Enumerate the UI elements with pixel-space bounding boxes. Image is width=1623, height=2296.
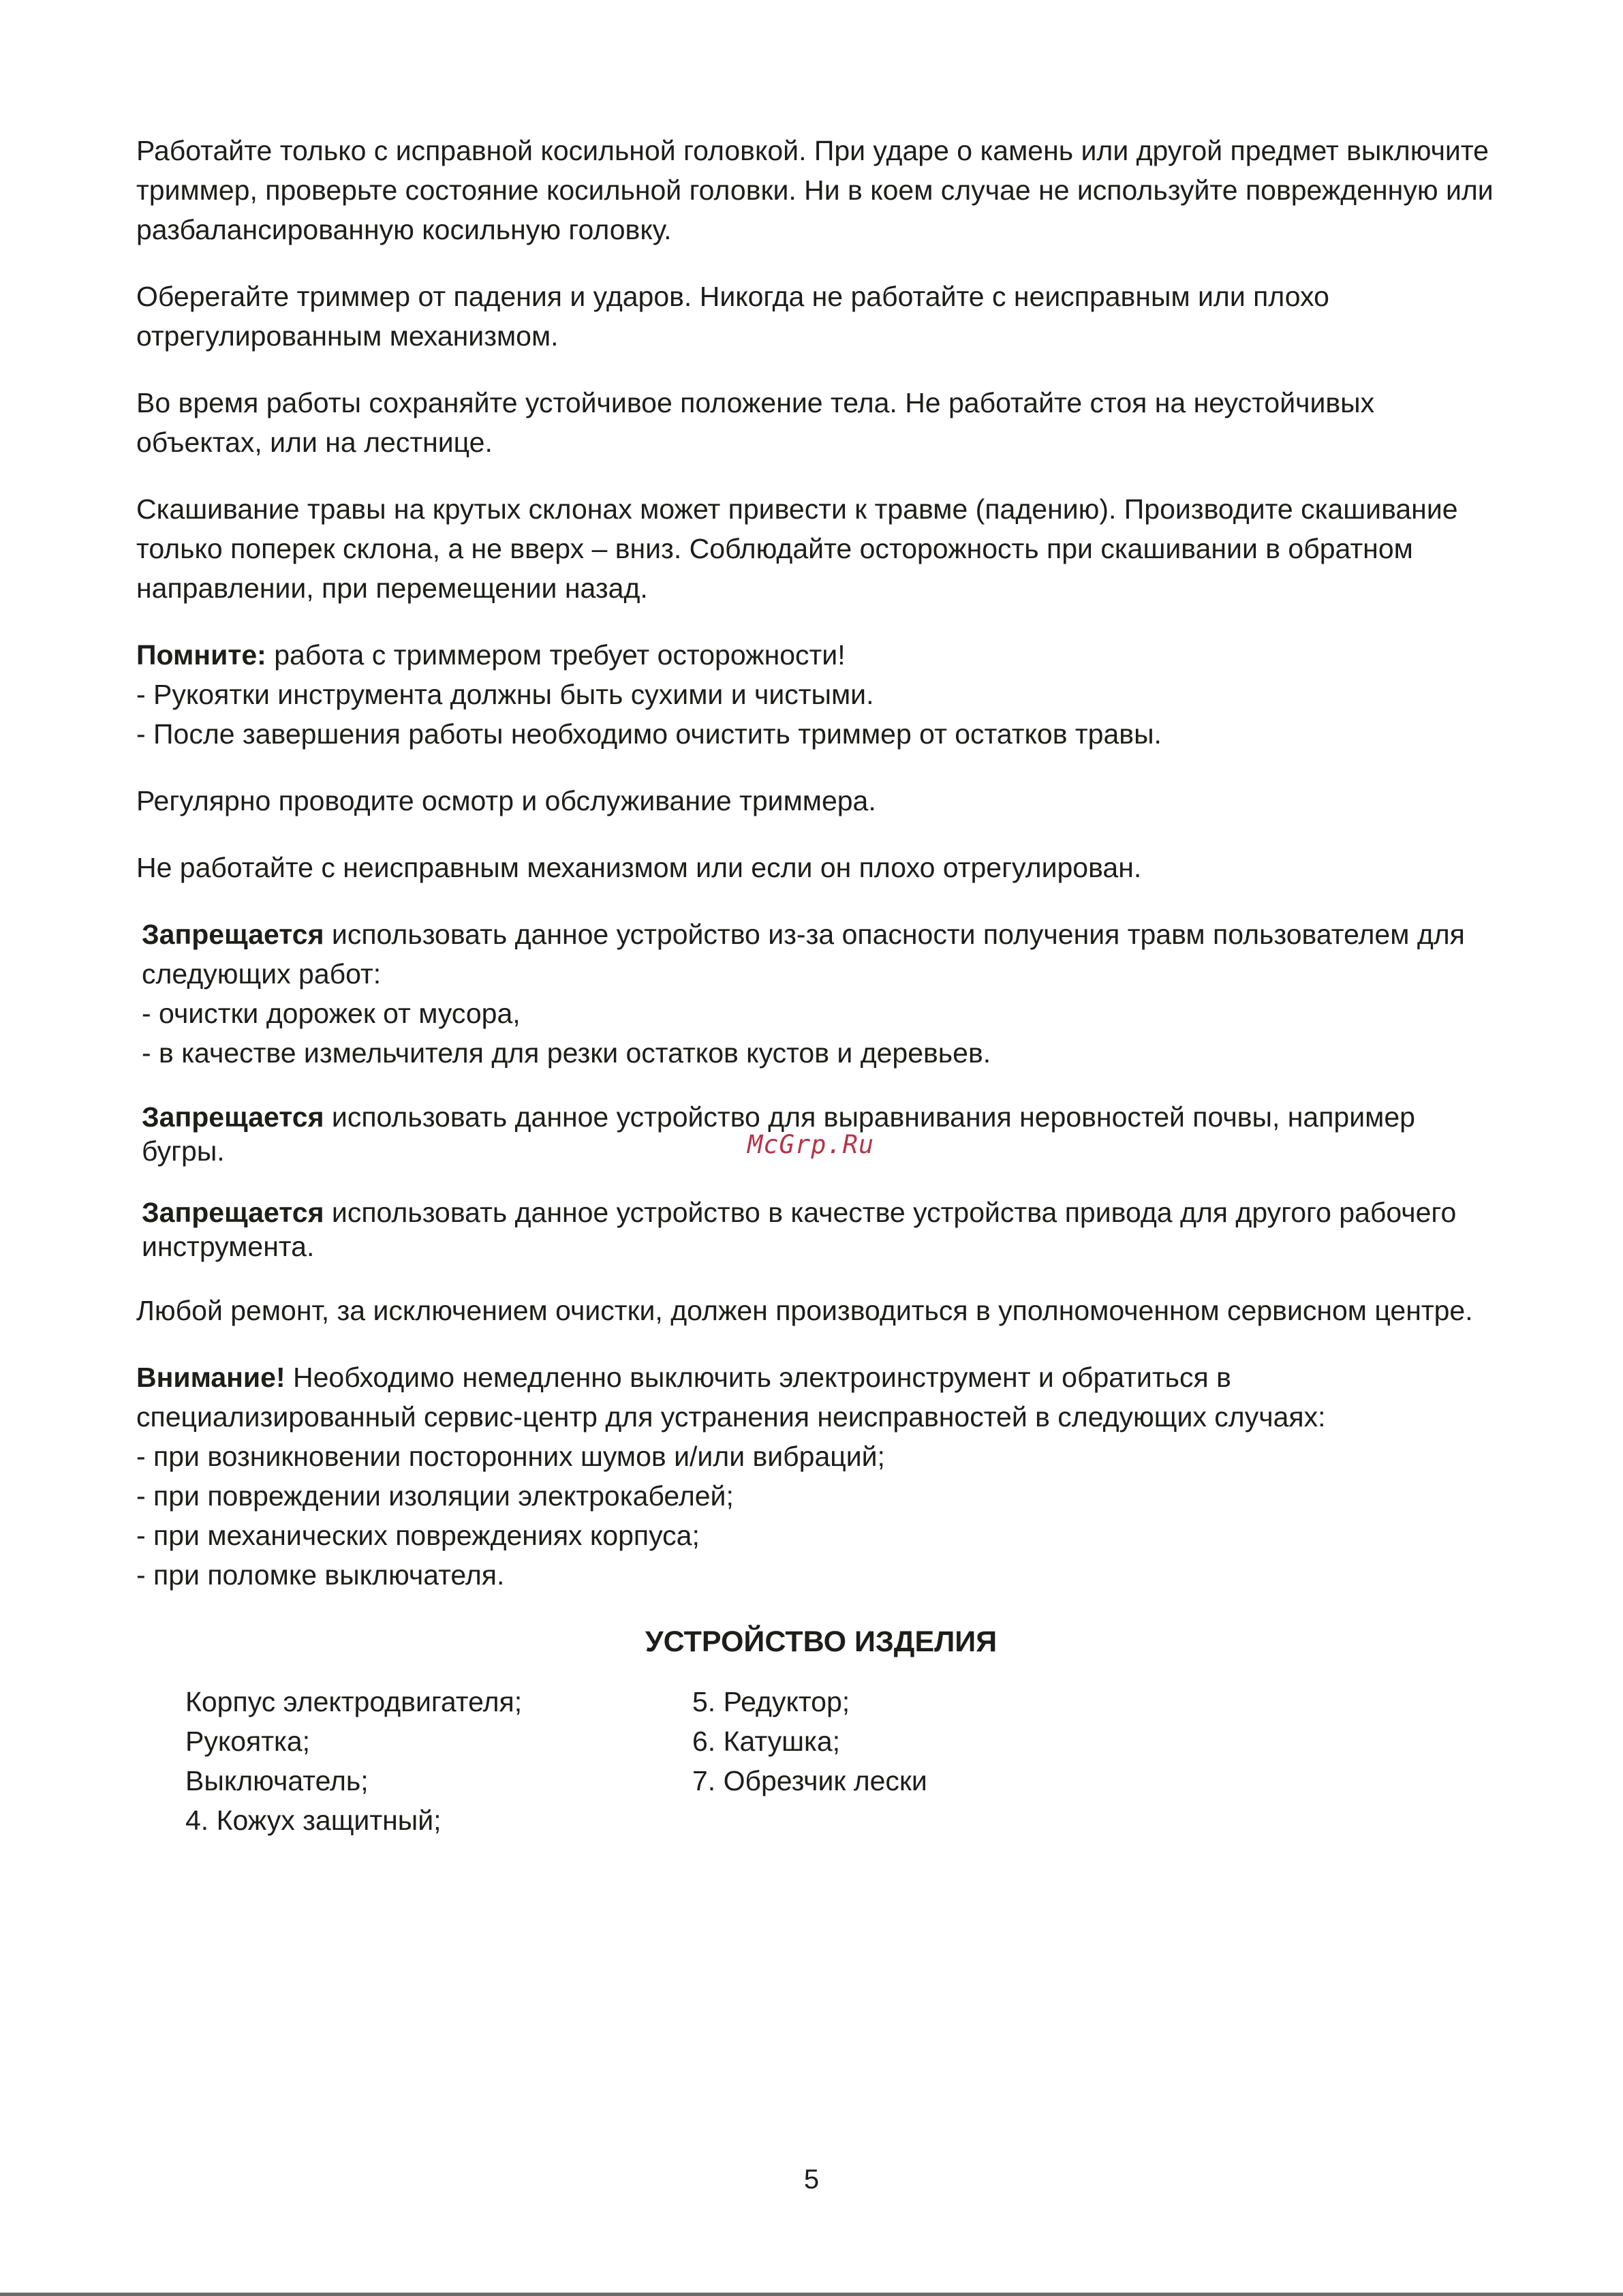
paragraph-text: Оберегайте триммер от падения и ударов. Никогда не работайте с неисправным или плохо отрегулированным механизмом.: [136, 281, 1329, 352]
forbidden-text: использовать данное устройство для выравнивания неровностей почвы, например бугры.: [142, 1101, 1415, 1167]
list-item: - при повреждении изоляции электрокабелей;: [136, 1480, 734, 1512]
remember-label: Помните:: [136, 639, 266, 671]
list-item: - в качестве измельчителя для резки остатков кустов и деревьев.: [142, 1037, 991, 1069]
paragraph-regular-inspection: [136, 781, 1499, 821]
paragraph-no-faulty: [136, 848, 1499, 887]
forbidden-text: использовать данное устройство из-за опасности получения травм пользователем для следующих работ:: [142, 919, 1465, 990]
paragraph-repair: [136, 1291, 1499, 1330]
remember-text: работа с триммером требует осторожности!: [266, 639, 846, 671]
paragraph-cutting-head: [136, 131, 1499, 249]
parts-column-left: [185, 1682, 522, 1840]
part-item: 5. Редуктор;: [692, 1686, 850, 1717]
list-item: - очистки дорожек от мусора,: [142, 998, 521, 1029]
forbidden-text: использовать данное устройство в качестве устройства привода для другого рабочего инструмента.: [142, 1197, 1457, 1262]
forbidden-line: [142, 1195, 1499, 1264]
list-item: - при возникновении посторонних шумов и/или вибраций;: [136, 1441, 885, 1472]
page-number: 5: [803, 2164, 820, 2194]
part-item: 6. Катушка;: [692, 1726, 841, 1757]
list-item: - при поломке выключателя.: [136, 1559, 505, 1591]
forbidden-section-1: [136, 915, 1499, 1073]
remember-line: [136, 635, 1499, 675]
device-heading: УСТРОЙСТВО ИЗДЕЛИЯ: [645, 1625, 998, 1658]
watermark: McGrp.Ru: [747, 1130, 875, 1159]
part-item: 4. Кожух защитный;: [185, 1805, 442, 1836]
paragraph-text: Работайте только с исправной косильной головкой. При ударе о камень или другой предмет выключите триммер, проверьте состояние косильной головки. Ни в коем случае не используйте поврежденную или разбалансированную косильную головку.: [136, 135, 1494, 245]
paragraph-text: Не работайте с неисправным механизмом или если он плохо отрегулирован.: [136, 852, 1142, 883]
device-parts-list: [185, 1682, 1499, 1846]
bottom-border: [0, 2293, 1623, 2296]
attention-label: Внимание!: [136, 1362, 285, 1393]
forbidden-label: Запрещается: [142, 1197, 324, 1228]
part-item: Выключатель;: [185, 1765, 369, 1796]
part-item: Корпус электродвигателя;: [185, 1686, 523, 1717]
attention-text: Необходимо немедленно выключить электроинструмент и обратиться в специализированный сервис-центр для устранения неисправностей в следующих случаях:: [136, 1362, 1326, 1433]
forbidden-section-3: [136, 1195, 1499, 1264]
paragraph-protect-trimmer: [136, 277, 1499, 356]
parts-column-right: [692, 1682, 927, 1801]
attention-line: [136, 1358, 1499, 1437]
forbidden-line: [142, 915, 1499, 994]
list-item: - Рукоятки инструмента должны быть сухими и чистыми.: [136, 679, 874, 710]
paragraph-text: Регулярно проводите осмотр и обслуживание триммера.: [136, 785, 876, 816]
list-item: - После завершения работы необходимо очистить триммер от остатков травы.: [136, 718, 1162, 750]
remember-section: [136, 635, 1499, 754]
list-item: - при механических повреждениях корпуса;: [136, 1520, 700, 1551]
forbidden-label: Запрещается: [142, 1101, 324, 1133]
forbidden-label: Запрещается: [142, 919, 324, 950]
attention-section: [136, 1358, 1499, 1595]
paragraph-text: Во время работы сохраняйте устойчивое положение тела. Не работайте стоя на неустойчивых объектах, или на лестнице.: [136, 387, 1375, 458]
part-item: Рукоятка;: [185, 1726, 311, 1757]
page-content: [136, 131, 1499, 1846]
paragraph-stable-position: [136, 383, 1499, 462]
paragraph-slopes: [136, 489, 1499, 608]
paragraph-text: Любой ремонт, за исключением очистки, должен производиться в уполномоченном сервисном центре.: [136, 1295, 1473, 1326]
part-item: 7. Обрезчик лески: [692, 1765, 927, 1796]
paragraph-text: Скашивание травы на крутых склонах может привести к травме (падению). Производите скашивание только поперек склона, а не вверх – вниз. Соблюдайте осторожность при скашивании в обратном направлении, при перемещении назад.: [136, 493, 1458, 604]
